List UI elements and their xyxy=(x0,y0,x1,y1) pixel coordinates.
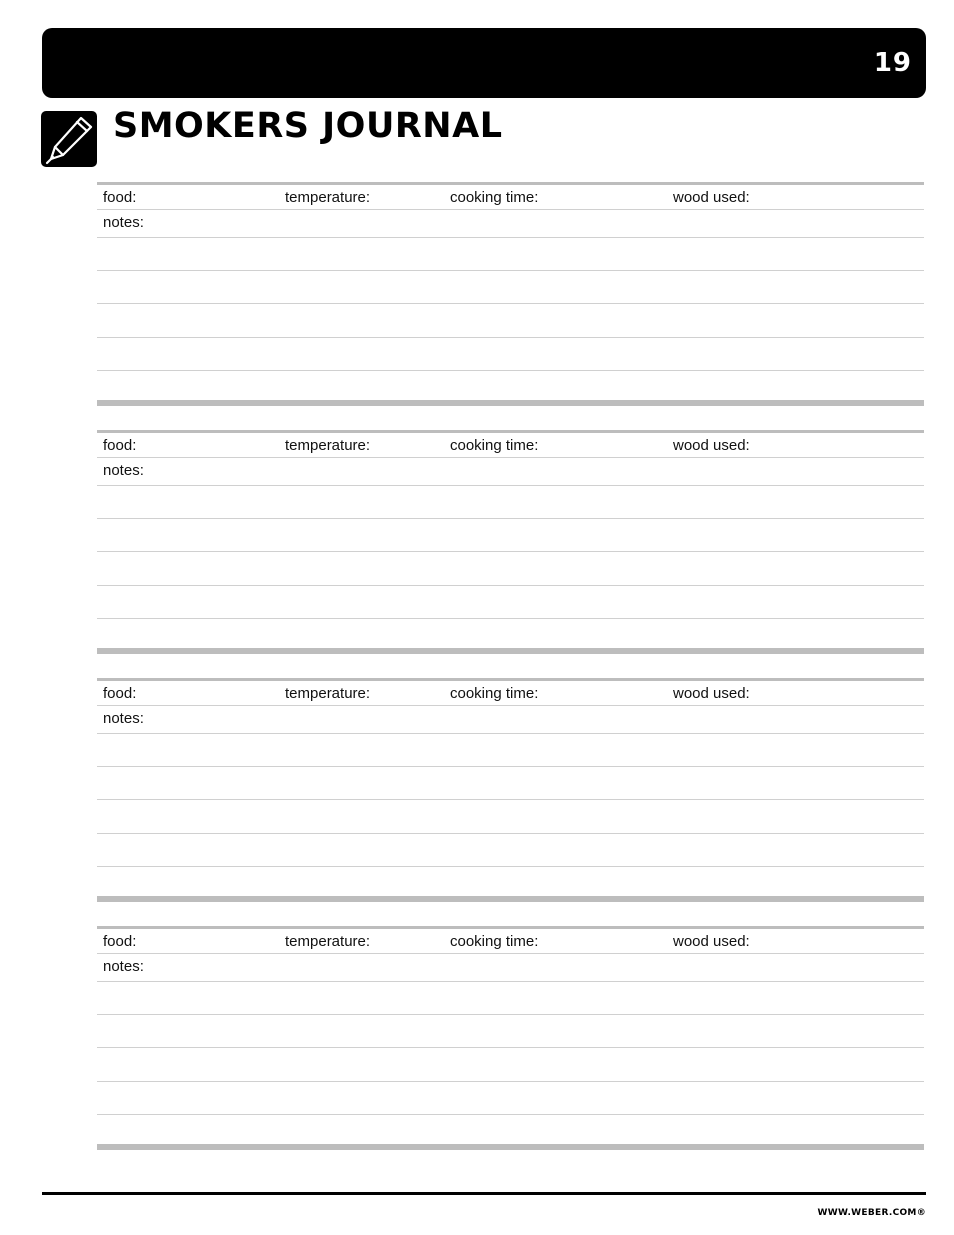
food-label: food: xyxy=(103,933,137,950)
cooking-time-label: cooking time: xyxy=(450,685,539,702)
entry-line xyxy=(97,209,924,210)
journal-entry xyxy=(97,430,924,654)
entry-bottom-rule xyxy=(97,1144,924,1150)
entry-top-rule xyxy=(97,678,924,681)
pencil-icon xyxy=(41,111,97,167)
notes-label: notes: xyxy=(103,214,144,231)
temperature-label: temperature: xyxy=(285,933,371,950)
journal-entry xyxy=(97,926,924,1150)
entry-line xyxy=(97,953,924,954)
entry-line xyxy=(97,866,924,867)
entry-bottom-rule xyxy=(97,896,924,902)
notes-label: notes: xyxy=(103,462,144,479)
entry-top-rule xyxy=(97,430,924,433)
page-number: 19 xyxy=(873,48,912,78)
wood-used-label: wood used: xyxy=(673,685,750,702)
entry-line xyxy=(97,618,924,619)
entry-line xyxy=(97,799,924,800)
entry-line xyxy=(97,303,924,304)
notes-label: notes: xyxy=(103,958,144,975)
temperature-label: temperature: xyxy=(285,437,371,454)
cooking-time-label: cooking time: xyxy=(450,189,539,206)
entry-line xyxy=(97,485,924,486)
entry-bottom-rule xyxy=(97,648,924,654)
header-bar xyxy=(42,28,926,98)
journal-entry xyxy=(97,182,924,406)
food-label: food: xyxy=(103,189,137,206)
entry-line xyxy=(97,1047,924,1048)
entry-line xyxy=(97,1114,924,1115)
entry-line xyxy=(97,585,924,586)
notes-label: notes: xyxy=(103,710,144,727)
entry-line xyxy=(97,518,924,519)
entry-line xyxy=(97,705,924,706)
entry-line xyxy=(97,457,924,458)
wood-used-label: wood used: xyxy=(673,437,750,454)
entry-line xyxy=(97,1014,924,1015)
entry-line xyxy=(97,766,924,767)
journal-entries xyxy=(97,182,924,1174)
entry-line xyxy=(97,1081,924,1082)
entry-line xyxy=(97,833,924,834)
entry-bottom-rule xyxy=(97,400,924,406)
wood-used-label: wood used: xyxy=(673,933,750,950)
entry-top-rule xyxy=(97,182,924,185)
page-title: SMOKERS JOURNAL xyxy=(113,106,503,146)
entry-line xyxy=(97,337,924,338)
entry-line xyxy=(97,270,924,271)
footer-rule xyxy=(42,1192,926,1195)
temperature-label: temperature: xyxy=(285,685,371,702)
temperature-label: temperature: xyxy=(285,189,371,206)
footer-url: WWW.WEBER.COM® xyxy=(817,1208,926,1218)
wood-used-label: wood used: xyxy=(673,189,750,206)
food-label: food: xyxy=(103,437,137,454)
entry-top-rule xyxy=(97,926,924,929)
entry-line xyxy=(97,370,924,371)
food-label: food: xyxy=(103,685,137,702)
entry-line xyxy=(97,733,924,734)
entry-line xyxy=(97,237,924,238)
journal-entry xyxy=(97,678,924,902)
cooking-time-label: cooking time: xyxy=(450,933,539,950)
entry-line xyxy=(97,981,924,982)
entry-line xyxy=(97,551,924,552)
cooking-time-label: cooking time: xyxy=(450,437,539,454)
